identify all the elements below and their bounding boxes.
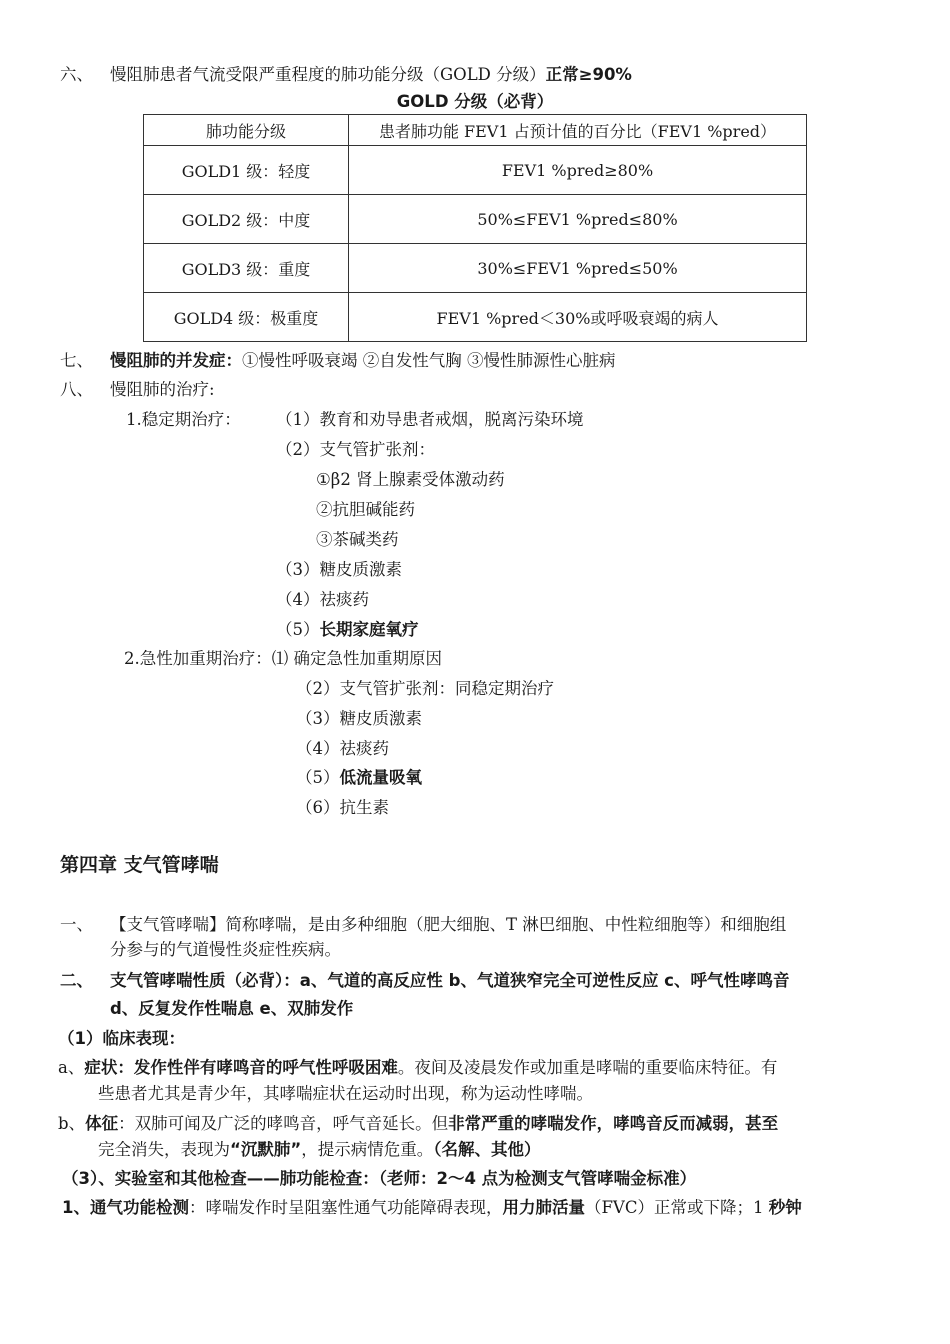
section-6-heading (60, 64, 632, 86)
table-header-cell: 患者肺功能 FEV1 占预计值的百分比（FEV1 %pred） (349, 115, 807, 146)
paragraph-a-line2: 些患者尤其是青少年，其哮喘症状在运动时出现，称为运动性哮喘。 (98, 1084, 593, 1103)
paragraph-b-line2 (98, 1139, 540, 1161)
paragraph-text: 支气管哮喘性质（必背）：a、气道的高反应性 b、气道狭窄完全可逆性反应 c、呼气性哮鸣音 (110, 971, 790, 990)
table-row (144, 244, 807, 293)
section-number: 一、 (60, 915, 93, 934)
section-6-text: 慢阻肺患者气流受限严重程度的肺功能分级（GOLD 分级） (110, 65, 546, 84)
section-number: 七、 (60, 351, 93, 370)
paragraph-2-line2: d、反复发作性喘息 e、双肺发作 (110, 999, 354, 1018)
item-bold: 低流量吸氧 (339, 768, 422, 787)
item-bold: 1、通气功能检测 (62, 1198, 189, 1217)
list-item: ③茶碱类药 (316, 530, 399, 549)
stable-label: 1.稳定期治疗： (126, 410, 241, 429)
item-bold: 秒钟 (768, 1198, 802, 1217)
table-caption: GOLD 分级（必背） (396, 92, 554, 111)
table-cell: FEV1 %pred＜30%或呼吸衰竭的病人 (349, 293, 807, 342)
chapter-title: 第四章 支气管哮喘 (60, 854, 219, 876)
item-prefix: b、 (58, 1114, 86, 1133)
item-bold: 长期家庭氧疗 (319, 620, 419, 639)
table-cell: 50%≤FEV1 %pred≤80% (349, 195, 807, 244)
paragraph-text: 【支气管哮喘】简称哮喘，是由多种细胞（肥大细胞、T 淋巴细胞、中性粒细胞等）和细胞组 (110, 915, 787, 934)
list-item: （2）支气管扩张剂：同稳定期治疗 (296, 679, 554, 698)
list-item: （3）糖皮质激素 (296, 709, 422, 728)
section-number: 二、 (60, 971, 93, 990)
item-bold: 用力肺活量 (502, 1198, 585, 1217)
paragraph-a-line1 (58, 1057, 777, 1079)
item-bold: 非常严重的哮喘发作，哮鸣音反而减弱，甚至 (448, 1114, 779, 1133)
list-item: ②抗胆碱能药 (316, 500, 415, 519)
list-item: （1）教育和劝导患者戒烟，脱离污染环境 (276, 410, 584, 429)
section-7-text: ①慢性呼吸衰竭 ②自发性气胸 ③慢性肺源性心脏病 (242, 351, 616, 370)
section-number: 八、 (60, 380, 93, 399)
item-bold: “沉默肺” (230, 1140, 302, 1159)
list-item: （4）祛痰药 (276, 590, 369, 609)
list-item: （6）抗生素 (296, 798, 389, 817)
paragraph-text: 完全消失，表现为 (98, 1140, 230, 1159)
item-number: （5） (296, 768, 340, 787)
table-row (144, 146, 807, 195)
paragraph-2-line1 (60, 970, 789, 992)
item-bold: （名解、其他） (433, 1140, 541, 1159)
section-number: 六、 (60, 65, 93, 84)
list-item (276, 619, 419, 641)
table-header-row (144, 115, 807, 146)
paragraph-text: （FVC）正常或下降；1 (584, 1198, 769, 1217)
item-number: （5） (276, 620, 320, 639)
table-cell: GOLD2 级：中度 (144, 195, 349, 244)
paragraph-text: ，提示病情危重。 (301, 1140, 434, 1159)
table-row (144, 293, 807, 342)
list-item: ⑴ 确定急性加重期原因 (271, 649, 442, 668)
list-item: （3）糖皮质激素 (276, 560, 402, 579)
paragraph-1-line2: 分参与的气道慢性炎症性疾病。 (110, 940, 341, 959)
table-cell: GOLD1 级：轻度 (144, 146, 349, 195)
list-item: ①β2 肾上腺素受体激动药 (316, 470, 505, 489)
list-item: （2）支气管扩张剂： (276, 440, 435, 459)
section-6-bold: 正常≥90% (545, 65, 632, 84)
paragraph-text: ：双肺可闻及广泛的哮鸣音，呼气音延长。但 (118, 1114, 449, 1133)
paragraph-text: ：哮喘发作时呈阻塞性通气功能障碍表现， (188, 1198, 503, 1217)
list-item: （4）祛痰药 (296, 739, 389, 758)
acute-label-text: 2.急性加重期治疗： (124, 649, 272, 668)
item-bold: 体征 (85, 1114, 119, 1133)
paragraph-1-line1 (60, 914, 786, 936)
paragraph-text: 。夜间及凌晨发作或加重是哮喘的重要临床特征。有 (397, 1058, 778, 1077)
table-cell: GOLD3 级：重度 (144, 244, 349, 293)
paragraph-b-line1 (58, 1113, 778, 1135)
section-8-heading (60, 379, 215, 401)
item-bold: 症状：发作性伴有哮鸣音的呼气性呼吸困难 (84, 1058, 398, 1077)
table-row (144, 195, 807, 244)
list-item (296, 767, 422, 789)
acute-label (124, 648, 442, 670)
ventilation-line (62, 1197, 802, 1219)
lab-heading: （3）、实验室和其他检查——肺功能检查：（老师：2～4 点为检测支气管哮喘金标准） (62, 1169, 697, 1188)
clinical-heading: （1）临床表现： (58, 1029, 185, 1048)
item-prefix: a、 (58, 1058, 85, 1077)
table-cell: 30%≤FEV1 %pred≤50% (349, 244, 807, 293)
gold-table (143, 114, 807, 342)
section-7-heading (60, 350, 616, 372)
section-7-bold: 慢阻肺的并发症： (110, 351, 242, 370)
table-header-cell: 肺功能分级 (144, 115, 349, 146)
section-8-text: 慢阻肺的治疗: (110, 380, 215, 399)
table-cell: GOLD4 级：极重度 (144, 293, 349, 342)
table-cell: FEV1 %pred≥80% (349, 146, 807, 195)
